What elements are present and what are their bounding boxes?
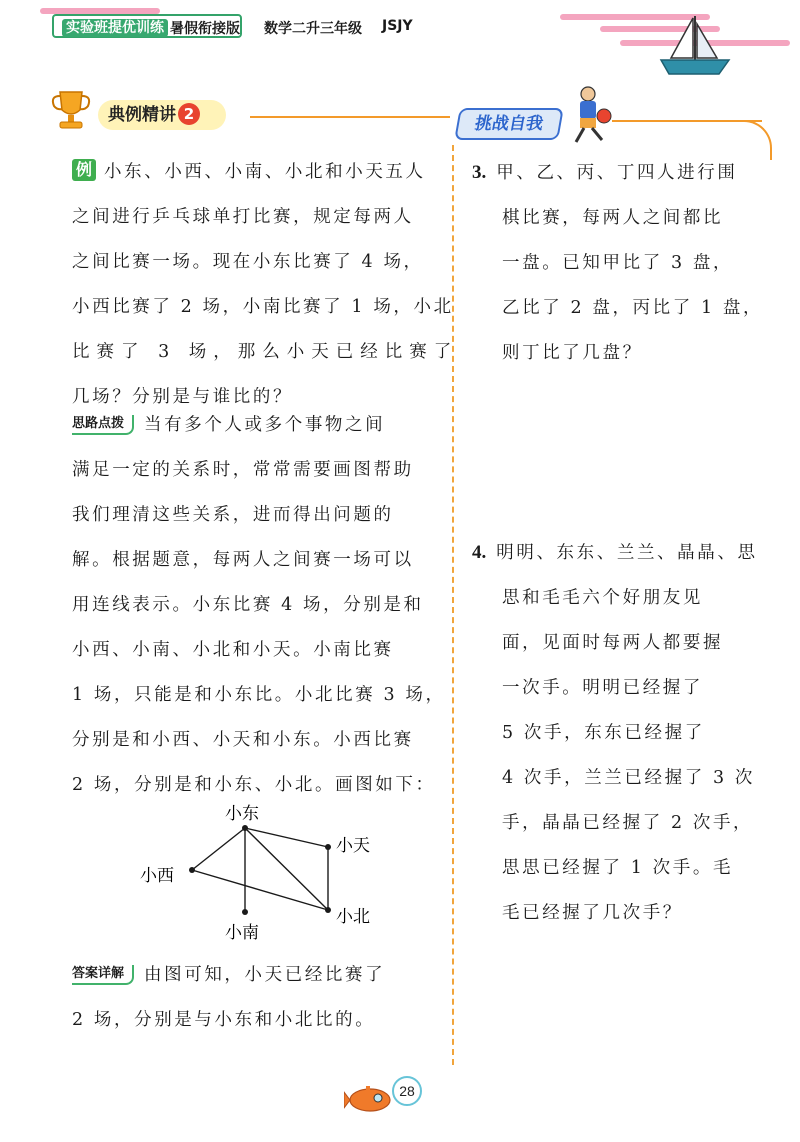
hint-tag: 思路点拨 bbox=[72, 415, 134, 435]
hint-line: 满足一定的关系时，常常需要画图帮助 bbox=[72, 460, 414, 480]
section-label-text: 典例精讲 bbox=[108, 105, 176, 125]
q3-line: 3. 甲、乙、丙、丁四人进行围 bbox=[472, 162, 738, 183]
challenge-badge: 挑战自我 bbox=[454, 108, 564, 140]
answer-tag: 答案详解 bbox=[72, 965, 134, 985]
q4-line: 4 次手，兰兰已经握了 3 次 bbox=[502, 768, 755, 788]
q3-line: 棋比赛，每两人之间都比 bbox=[502, 208, 724, 228]
publisher-label: JSJY bbox=[382, 18, 413, 34]
edition-label: 暑假衔接版 bbox=[170, 21, 240, 37]
hint-block bbox=[72, 403, 446, 808]
q4-line: 面，见面时每两人都要握 bbox=[502, 633, 724, 653]
hint-line: 我们理清这些关系，进而得出问题的 bbox=[72, 505, 394, 525]
node-bei bbox=[325, 907, 331, 913]
node-dong bbox=[242, 825, 248, 831]
hint-line: 分别是和小西、小天和小东。小西比赛 bbox=[72, 730, 414, 750]
q3-line: 乙比了 2 盘，丙比了 1 盘， bbox=[502, 298, 764, 318]
example-line: 例 小东、小西、小南、小北和小天五人 bbox=[72, 150, 458, 195]
basketball-player-icon bbox=[560, 84, 616, 146]
hint-line: 解。根据题意，每两人之间赛一场可以 bbox=[72, 550, 414, 570]
example-line: 几场？分别是与谁比的？ bbox=[72, 387, 294, 407]
q4-number: 4. bbox=[472, 542, 487, 563]
node-xi bbox=[189, 867, 195, 873]
submarine-fish-icon bbox=[344, 1080, 394, 1114]
boat-icon bbox=[655, 14, 735, 78]
q3-number: 3. bbox=[472, 162, 487, 183]
example-tag: 例 bbox=[72, 159, 96, 181]
hint-line: 用连线表示。小东比赛 4 场，分别是和 bbox=[72, 595, 424, 615]
section-rule bbox=[250, 116, 450, 118]
diagram-edges bbox=[192, 828, 328, 912]
label-xi: 小西 bbox=[140, 866, 174, 886]
trophy-icon bbox=[48, 88, 94, 132]
node-nan bbox=[242, 909, 248, 915]
section-label bbox=[98, 100, 226, 130]
section-number: 2 bbox=[178, 103, 200, 125]
answer-line: 2 场，分别是与小东和小北比的。 bbox=[72, 1010, 376, 1030]
q4-line: 思和毛毛六个好朋友见 bbox=[502, 588, 703, 608]
example-block bbox=[72, 150, 458, 420]
label-tian: 小天 bbox=[336, 836, 370, 856]
answer-block bbox=[72, 953, 385, 1043]
node-tian bbox=[325, 844, 331, 850]
series-title: 实验班提优训练 bbox=[52, 14, 242, 38]
answer-line: 答案详解 由图可知，小天已经比赛了 bbox=[72, 965, 386, 985]
q3-line: 则丁比了几盘？ bbox=[502, 343, 643, 363]
example-line: 之间比赛一场。现在小东比赛了 4 场， bbox=[72, 252, 424, 272]
q4-line: 一次手。明明已经握了 bbox=[502, 678, 703, 698]
label-bei: 小北 bbox=[336, 907, 370, 927]
hint-line: 1 场，只能是和小东比。小北比赛 3 场， bbox=[72, 685, 446, 705]
example-line: 小西比赛了 2 场，小南比赛了 1 场，小北 bbox=[72, 297, 454, 317]
subject-label: 数学二升三年级 bbox=[264, 21, 362, 37]
hint-line: 2 场，分别是和小东、小北。画图如下： bbox=[72, 775, 436, 795]
q4-line: 思思已经握了 1 次手。毛 bbox=[502, 858, 734, 878]
page-number: 28 bbox=[392, 1076, 422, 1106]
example-line: 比赛了 3 场，那么小天已经比赛了 bbox=[72, 342, 459, 362]
question-4 bbox=[472, 530, 758, 936]
q4-line: 4. 明明、东东、兰兰、晶晶、思 bbox=[472, 542, 758, 563]
q3-line: 一盘。已知甲比了 3 盘， bbox=[502, 253, 734, 273]
match-diagram bbox=[130, 795, 390, 945]
example-line: 之间进行乒乓球单打比赛，规定每两人 bbox=[72, 207, 414, 227]
question-3 bbox=[472, 150, 763, 376]
label-nan: 小南 bbox=[225, 923, 259, 943]
hint-line: 思路点拨 当有多个人或多个事物之间 bbox=[72, 415, 386, 435]
label-dong: 小东 bbox=[225, 804, 259, 824]
q4-line: 毛已经握了几次手？ bbox=[502, 903, 683, 923]
q4-line: 5 次手，东东已经握了 bbox=[502, 723, 705, 743]
hint-line: 小西、小南、小北和小天。小南比赛 bbox=[72, 640, 394, 660]
q4-line: 手，晶晶已经握了 2 次手， bbox=[502, 813, 754, 833]
